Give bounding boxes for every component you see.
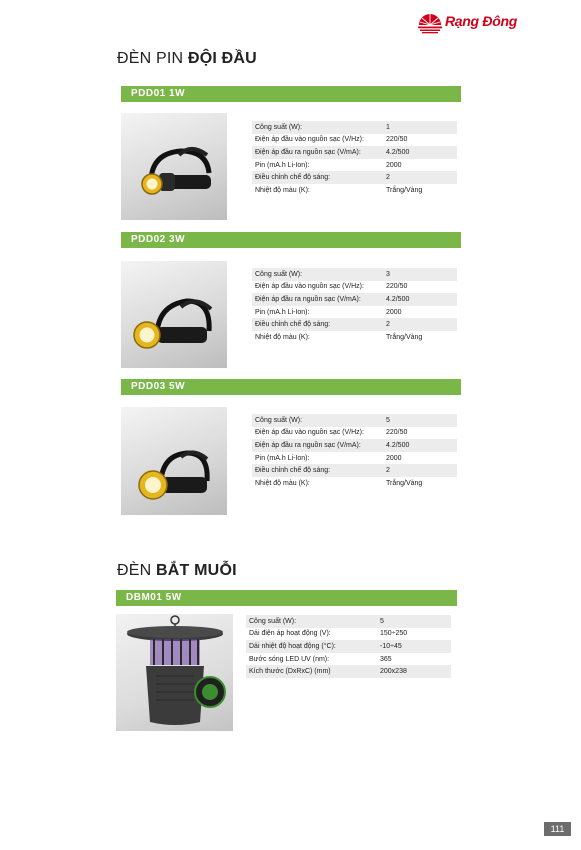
spec-row <box>246 640 451 653</box>
spec-value: Trắng/Vàng <box>383 331 457 344</box>
spec-value: 220/50 <box>383 427 457 440</box>
product-bar: PDD03 5W <box>121 379 461 395</box>
section-title-headlamp <box>117 50 257 68</box>
spec-row <box>246 653 451 666</box>
product-photo <box>121 113 227 220</box>
spec-row <box>252 184 457 197</box>
brand-name: Rạng Đông <box>445 13 517 29</box>
spec-value: 5 <box>383 414 457 427</box>
spec-row <box>252 159 457 172</box>
spec-row <box>252 477 457 490</box>
spec-value: 220/50 <box>383 134 457 147</box>
headlamp-image <box>121 407 227 515</box>
spec-row <box>252 331 457 344</box>
spec-row <box>252 306 457 319</box>
spec-value: Trắng/Vàng <box>383 477 457 490</box>
spec-label: Điện áp đầu vào nguồn sạc (V/Hz): <box>252 281 383 294</box>
spec-value: 2 <box>383 318 457 331</box>
spec-label: Điều chỉnh chế độ sáng: <box>252 464 383 477</box>
spec-label: Công suất (W): <box>246 615 377 628</box>
spec-label: Công suất (W): <box>252 121 383 134</box>
spec-label: Công suất (W): <box>252 414 383 427</box>
spec-row <box>252 439 457 452</box>
spec-label: Pin (mA.h Li-Ion): <box>252 452 383 465</box>
spec-table <box>252 414 457 490</box>
brand-logo <box>417 10 527 36</box>
spec-row <box>252 268 457 281</box>
spec-row <box>252 134 457 147</box>
spec-value: 2000 <box>383 452 457 465</box>
headlamp-image <box>121 113 227 220</box>
spec-label: Công suất (W): <box>252 268 383 281</box>
spec-value: 4.2/500 <box>383 146 457 159</box>
spec-label: Nhiệt độ màu (K): <box>252 477 383 490</box>
spec-row <box>246 665 451 678</box>
section-title-light: ĐÈN PIN <box>117 50 188 67</box>
mosquito-trap-image <box>116 614 233 731</box>
section-title-mosquito-trap <box>117 562 237 580</box>
spec-label: Dải điện áp hoạt động (V): <box>246 628 377 641</box>
spec-value: 2000 <box>383 306 457 319</box>
spec-value: 3 <box>383 268 457 281</box>
spec-label: Bước sóng LED UV (nm): <box>246 653 377 666</box>
spec-row <box>252 121 457 134</box>
spec-row <box>252 281 457 294</box>
spec-value: 200x238 <box>377 665 451 678</box>
spec-value: 5 <box>377 615 451 628</box>
spec-label: Kích thước (DxRxC) (mm) <box>246 665 377 678</box>
product-photo <box>121 261 227 368</box>
spec-label: Nhiệt độ màu (K): <box>252 331 383 344</box>
spec-value: 2000 <box>383 159 457 172</box>
product-bar: PDD02 3W <box>121 232 461 248</box>
product-photo <box>121 407 227 515</box>
spec-label: Điều chỉnh chế độ sáng: <box>252 318 383 331</box>
spec-row <box>246 628 451 641</box>
spec-table <box>252 121 457 197</box>
spec-value: Trắng/Vàng <box>383 184 457 197</box>
spec-row <box>246 615 451 628</box>
spec-label: Điện áp đầu ra nguồn sạc (V/mA): <box>252 293 383 306</box>
spec-label: Điện áp đầu ra nguồn sạc (V/mA): <box>252 439 383 452</box>
spec-value: 4.2/500 <box>383 439 457 452</box>
spec-label: Điện áp đầu vào nguồn sạc (V/Hz): <box>252 134 383 147</box>
spec-value: 2 <box>383 171 457 184</box>
product-bar: PDD01 1W <box>121 86 461 102</box>
spec-table <box>252 268 457 344</box>
sun-logo-icon <box>417 11 443 35</box>
spec-label: Nhiệt độ màu (K): <box>252 184 383 197</box>
spec-label: Pin (mA.h Li-Ion): <box>252 306 383 319</box>
spec-value: 2 <box>383 464 457 477</box>
spec-label: Điều chỉnh chế độ sáng: <box>252 171 383 184</box>
section-title-light: ĐÈN <box>117 562 157 579</box>
spec-label: Điện áp đầu vào nguồn sạc (V/Hz): <box>252 427 383 440</box>
spec-label: Dải nhiệt độ hoạt động (°C): <box>246 640 377 653</box>
spec-value: 365 <box>377 653 451 666</box>
spec-value: 1 <box>383 121 457 134</box>
spec-row <box>252 414 457 427</box>
page-number: 111 <box>544 822 571 836</box>
product-bar: DBM01 5W <box>116 590 457 606</box>
spec-value: 4.2/500 <box>383 293 457 306</box>
spec-row <box>252 171 457 184</box>
spec-row <box>252 318 457 331</box>
spec-row <box>252 427 457 440</box>
spec-label: Pin (mA.h Li-Ion): <box>252 159 383 172</box>
spec-row <box>252 452 457 465</box>
section-title-bold: ĐỘI ĐẦU <box>187 50 257 67</box>
spec-table <box>246 615 451 678</box>
spec-value: 220/50 <box>383 281 457 294</box>
headlamp-image <box>121 261 227 368</box>
spec-row <box>252 146 457 159</box>
product-photo <box>116 614 233 731</box>
section-title-bold: BẮT MUỖI <box>156 562 237 579</box>
spec-row <box>252 293 457 306</box>
spec-value: -10÷45 <box>377 640 451 653</box>
spec-label: Điện áp đầu ra nguồn sạc (V/mA): <box>252 146 383 159</box>
spec-row <box>252 464 457 477</box>
spec-value: 150÷250 <box>377 628 451 641</box>
